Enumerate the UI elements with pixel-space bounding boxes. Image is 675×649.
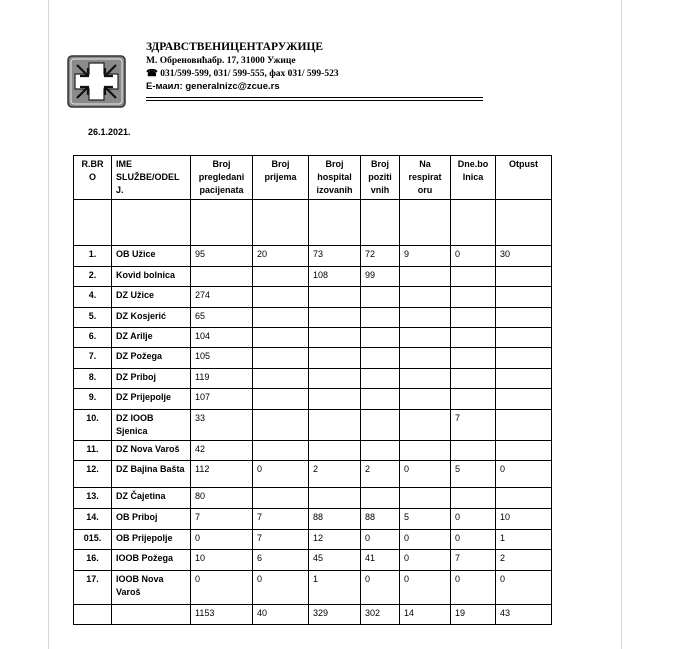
unit-name-cell: DZ Priboj (112, 369, 191, 389)
row-number-cell: 14. (74, 509, 112, 530)
row-number-cell (74, 605, 112, 625)
report-date: 26.1.2021. (88, 127, 131, 137)
table-row (74, 267, 552, 287)
header-cell: Otpust (496, 156, 552, 200)
value-cell (253, 287, 309, 308)
value-cell: 12 (309, 530, 361, 550)
institution-phone (146, 68, 339, 79)
value-cell: 20 (253, 246, 309, 267)
value-cell (309, 308, 361, 328)
value-cell: 302 (361, 605, 400, 625)
table-row (74, 571, 552, 605)
value-cell: 0 (496, 571, 552, 605)
value-cell (496, 389, 552, 410)
value-cell: 0 (400, 461, 451, 488)
value-cell (451, 389, 496, 410)
table-row (74, 369, 552, 389)
value-cell (253, 328, 309, 348)
header-cell: Broj prijema (253, 156, 309, 200)
value-cell (309, 369, 361, 389)
value-cell (400, 410, 451, 441)
value-cell: 2 (496, 550, 552, 571)
value-cell (496, 267, 552, 287)
table-row (74, 605, 552, 625)
value-cell: 0 (451, 571, 496, 605)
value-cell: 45 (309, 550, 361, 571)
value-cell: 5 (451, 461, 496, 488)
value-cell (496, 369, 552, 389)
value-cell (361, 441, 400, 461)
value-cell: 7 (191, 509, 253, 530)
value-cell (361, 348, 400, 369)
phone-numbers: 031/599-599, 031/ 599-555, фах 031/ 599-523 (160, 69, 339, 79)
value-cell: 88 (309, 509, 361, 530)
value-cell: 7 (451, 410, 496, 441)
value-cell: 5 (400, 509, 451, 530)
row-number-cell: 11. (74, 441, 112, 461)
value-cell: 72 (361, 246, 400, 267)
row-number-cell: 7. (74, 348, 112, 369)
value-cell (400, 348, 451, 369)
unit-name-cell: DZ Požega (112, 348, 191, 369)
value-cell: 7 (451, 550, 496, 571)
value-cell: 0 (361, 530, 400, 550)
value-cell (496, 410, 552, 441)
value-cell: 2 (309, 461, 361, 488)
unit-name-cell: DZ Prijepolje (112, 389, 191, 410)
value-cell (496, 348, 552, 369)
value-cell: 1 (496, 530, 552, 550)
value-cell (253, 410, 309, 441)
telephone-icon: ☎ (146, 69, 158, 79)
value-cell (253, 308, 309, 328)
table-spacer-row (74, 200, 552, 246)
value-cell (400, 328, 451, 348)
value-cell (361, 488, 400, 509)
row-number-cell: 16. (74, 550, 112, 571)
value-cell: 274 (191, 287, 253, 308)
value-cell: 95 (191, 246, 253, 267)
value-cell: 112 (191, 461, 253, 488)
row-number-cell: 9. (74, 389, 112, 410)
value-cell: 0 (361, 571, 400, 605)
value-cell: 2 (361, 461, 400, 488)
value-cell (400, 441, 451, 461)
value-cell (361, 410, 400, 441)
unit-name-cell: OB Užice (112, 246, 191, 267)
unit-name-cell: DZ IOOB Sjenica (112, 410, 191, 441)
header-cell: IME SLUŽBE/ODEL J. (112, 156, 191, 200)
value-cell: 108 (309, 267, 361, 287)
value-cell (451, 488, 496, 509)
value-cell (253, 369, 309, 389)
row-number-cell: 2. (74, 267, 112, 287)
table-row (74, 410, 552, 441)
value-cell (361, 308, 400, 328)
unit-name-cell: IOOB Požega (112, 550, 191, 571)
header-cell: Broj pregledani pacijenata (191, 156, 253, 200)
table-row (74, 348, 552, 369)
value-cell: 88 (361, 509, 400, 530)
row-number-cell: 5. (74, 308, 112, 328)
row-number-cell: 4. (74, 287, 112, 308)
row-number-cell: 6. (74, 328, 112, 348)
value-cell (309, 287, 361, 308)
table-row (74, 287, 552, 308)
value-cell (253, 389, 309, 410)
value-cell: 33 (191, 410, 253, 441)
value-cell (400, 369, 451, 389)
value-cell (253, 488, 309, 509)
value-cell (253, 348, 309, 369)
value-cell: 329 (309, 605, 361, 625)
table-row (74, 530, 552, 550)
statistics-table (73, 155, 552, 625)
value-cell (361, 389, 400, 410)
value-cell (496, 488, 552, 509)
row-number-cell: 13. (74, 488, 112, 509)
unit-name-cell: OB Prijepolje (112, 530, 191, 550)
value-cell (253, 267, 309, 287)
row-number-cell: 8. (74, 369, 112, 389)
value-cell (309, 488, 361, 509)
value-cell: 42 (191, 441, 253, 461)
value-cell: 104 (191, 328, 253, 348)
table-row (74, 389, 552, 410)
table-row (74, 550, 552, 571)
value-cell (309, 410, 361, 441)
institution-address: М. Обреновићабр. 17, 31000 Ужице (146, 56, 296, 66)
value-cell (400, 287, 451, 308)
value-cell (361, 369, 400, 389)
value-cell (361, 287, 400, 308)
unit-name-cell: IOOB Nova Varoš (112, 571, 191, 605)
value-cell (400, 488, 451, 509)
value-cell: 105 (191, 348, 253, 369)
value-cell: 14 (400, 605, 451, 625)
header-cell: Broj hospital izovanih (309, 156, 361, 200)
institution-name: ЗДРАВСТВЕНИЦЕНТАРУЖИЦЕ (146, 41, 324, 53)
value-cell: 0 (400, 550, 451, 571)
value-cell: 73 (309, 246, 361, 267)
header-rule-top (146, 97, 483, 98)
value-cell: 0 (191, 530, 253, 550)
value-cell: 43 (496, 605, 552, 625)
value-cell: 0 (451, 246, 496, 267)
value-cell: 99 (361, 267, 400, 287)
value-cell (451, 287, 496, 308)
unit-name-cell: DZ Bajina Bašta (112, 461, 191, 488)
table-row (74, 441, 552, 461)
header-cell: R.BR O (74, 156, 112, 200)
value-cell: 0 (400, 530, 451, 550)
value-cell: 0 (496, 461, 552, 488)
value-cell: 40 (253, 605, 309, 625)
value-cell: 41 (361, 550, 400, 571)
unit-name-cell: DZ Čajetina (112, 488, 191, 509)
health-center-logo-icon (67, 55, 126, 108)
value-cell (451, 308, 496, 328)
unit-name-cell: DZ Užice (112, 287, 191, 308)
value-cell (451, 369, 496, 389)
value-cell: 80 (191, 488, 253, 509)
value-cell (309, 328, 361, 348)
value-cell: 0 (451, 509, 496, 530)
institution-email: Е-маил: generalnizc@zcue.rs (146, 81, 280, 92)
table-row (74, 461, 552, 488)
value-cell: 9 (400, 246, 451, 267)
value-cell: 7 (253, 509, 309, 530)
value-cell: 0 (253, 461, 309, 488)
value-cell (309, 441, 361, 461)
table-row (74, 246, 552, 267)
value-cell: 1 (309, 571, 361, 605)
value-cell: 30 (496, 246, 552, 267)
value-cell (496, 328, 552, 348)
row-number-cell: 10. (74, 410, 112, 441)
value-cell (191, 267, 253, 287)
value-cell (496, 287, 552, 308)
value-cell: 1153 (191, 605, 253, 625)
value-cell (361, 328, 400, 348)
table-row (74, 328, 552, 348)
value-cell: 19 (451, 605, 496, 625)
value-cell: 107 (191, 389, 253, 410)
value-cell (451, 267, 496, 287)
value-cell: 119 (191, 369, 253, 389)
unit-name-cell: Kovid bolnica (112, 267, 191, 287)
table-row (74, 488, 552, 509)
table-row (74, 308, 552, 328)
unit-name-cell: DZ Arilje (112, 328, 191, 348)
value-cell (451, 348, 496, 369)
row-number-cell: 12. (74, 461, 112, 488)
header-rule-bottom (146, 100, 483, 101)
table-header-row (74, 156, 552, 200)
header-cell: Dne.bo lnica (451, 156, 496, 200)
unit-name-cell: OB Priboj (112, 509, 191, 530)
value-cell: 10 (191, 550, 253, 571)
value-cell: 7 (253, 530, 309, 550)
value-cell (496, 441, 552, 461)
row-number-cell: 1. (74, 246, 112, 267)
row-number-cell: 015. (74, 530, 112, 550)
value-cell (496, 308, 552, 328)
value-cell (451, 441, 496, 461)
value-cell: 65 (191, 308, 253, 328)
header-cell: Na respirat oru (400, 156, 451, 200)
header-cell: Broj poziti vnih (361, 156, 400, 200)
value-cell (400, 267, 451, 287)
unit-name-cell: DZ Nova Varoš (112, 441, 191, 461)
value-cell (253, 441, 309, 461)
unit-name-cell: DZ Kosjerić (112, 308, 191, 328)
value-cell (400, 308, 451, 328)
value-cell: 0 (451, 530, 496, 550)
row-number-cell: 17. (74, 571, 112, 605)
value-cell (400, 389, 451, 410)
value-cell: 0 (400, 571, 451, 605)
value-cell (309, 389, 361, 410)
value-cell (309, 348, 361, 369)
value-cell: 0 (253, 571, 309, 605)
unit-name-cell (112, 605, 191, 625)
table-row (74, 509, 552, 530)
value-cell: 6 (253, 550, 309, 571)
value-cell (451, 328, 496, 348)
value-cell: 10 (496, 509, 552, 530)
value-cell: 0 (191, 571, 253, 605)
